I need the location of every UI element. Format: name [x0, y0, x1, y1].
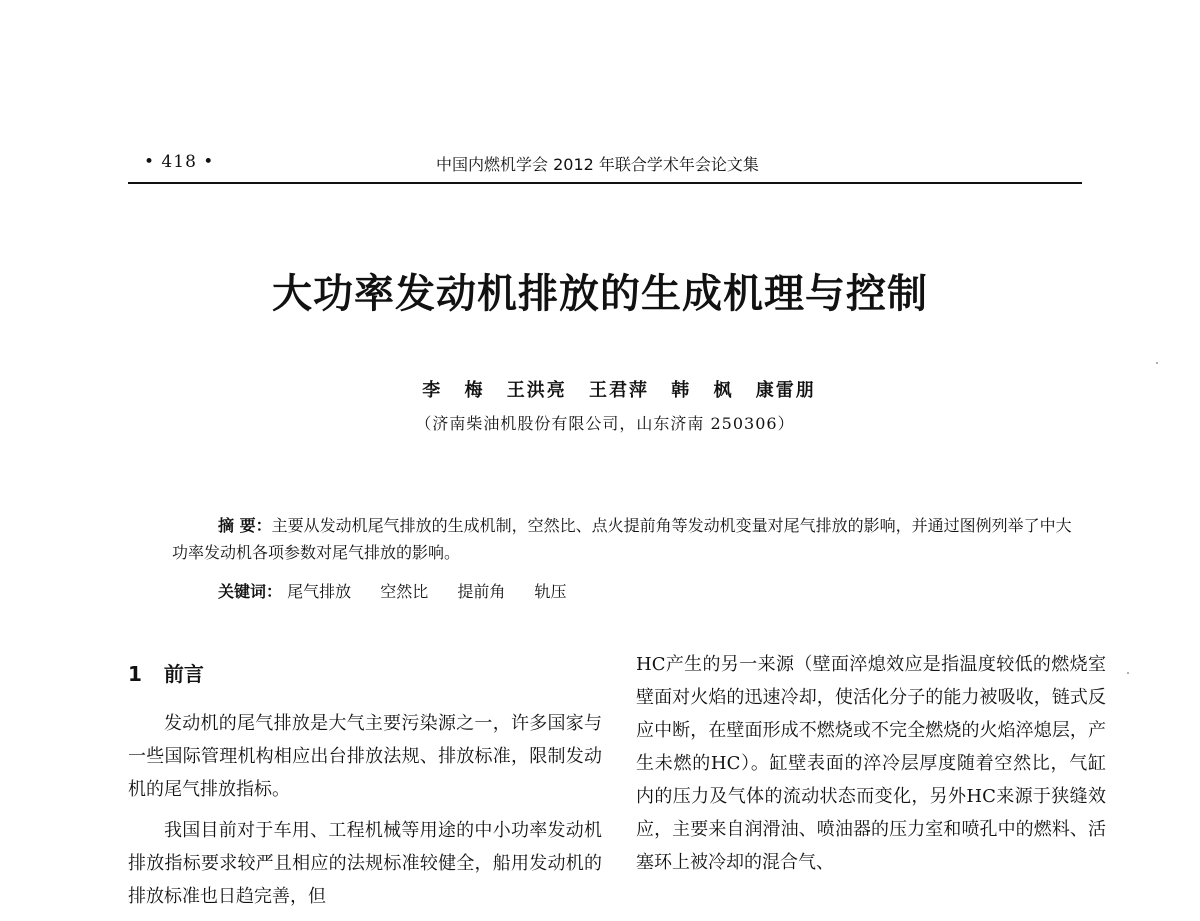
left-column: [128, 658, 602, 921]
abstract-label: 摘 要：: [218, 516, 272, 535]
affiliation: （济南柴油机股份有限公司，山东济南 250306）: [415, 414, 795, 433]
running-header: [128, 148, 1082, 178]
page-number: • 418 •: [144, 152, 215, 172]
scan-speck: [1127, 672, 1129, 674]
paragraph: HC产生的另一来源（壁面淬熄效应是指温度较低的燃烧室壁面对火焰的迅速冷却，使活化分子的能力被吸收，链式反应中断，在壁面形成不燃烧或不完全燃烧的火焰淬熄层，产生未燃的HC）。缸壁表面的淬冷层厚度随着空然比，气缸内的压力及气体的流动状态而变化，另外HC来源于狭缝效应，主要来自润滑油、喷油器的压力室和喷孔中的燃料、活塞环上被冷却的混合气、: [636, 654, 1106, 873]
keyword: 尾气排放: [287, 582, 352, 601]
article-title: 大功率发动机排放的生成机理与控制: [272, 270, 928, 317]
abstract: [172, 512, 1072, 566]
paragraph: 发动机的尾气排放是大气主要污染源之一，许多国家与一些国际管理机构相应出台排放法规、排放标准，限制发动机的尾气排放指标。: [128, 713, 602, 800]
header-rule: [128, 182, 1082, 184]
right-column: [636, 648, 1106, 879]
scan-speck: [1156, 362, 1158, 364]
keyword: 提前角: [457, 582, 506, 601]
keyword: 空然比: [380, 582, 429, 601]
keyword: 轨压: [534, 582, 567, 601]
author-list: 李 梅 王洪亮 王君萍 韩 枫 康雷朋: [422, 380, 816, 401]
section-title: 前言: [163, 662, 204, 686]
keywords: [218, 579, 590, 602]
journal-title: 中国内燃机学会 2012 年联合学术年会论文集: [436, 155, 759, 174]
abstract-body: [172, 512, 1072, 566]
paragraph: 我国目前对于车用、工程机械等用途的中小功率发动机排放指标要求较严且相应的法规标准较健全，船用发动机的排放标准也日趋完善，但: [128, 820, 602, 907]
keywords-label: 关键词：: [218, 582, 283, 601]
section-heading: [128, 658, 602, 691]
abstract-text: 主要从发动机尾气排放的生成机制，空然比、点火提前角等发动机变量对尾气排放的影响，并通过图例列举了中大功率发动机各项参数对尾气排放的影响。: [172, 516, 1072, 562]
section-number: 1: [128, 662, 142, 686]
